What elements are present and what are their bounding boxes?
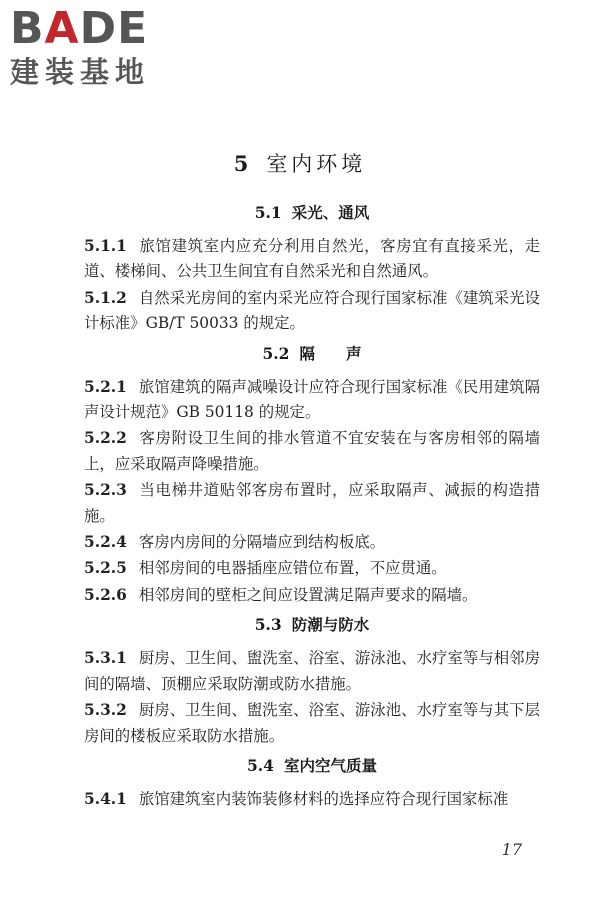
chapter-name: 室内环境 bbox=[266, 152, 367, 176]
section-title bbox=[84, 202, 540, 224]
clause-number: 5.3.1 bbox=[84, 649, 127, 668]
clause-text: 相邻房间的电器插座应错位布置，不应贯通。 bbox=[138, 559, 447, 578]
clause-text: 厨房、卫生间、盥洗室、浴室、游泳池、水疗室等与相邻房间的隔墙、顶棚应采取防潮或防水措施。 bbox=[84, 649, 540, 693]
clause-text: 自然采光房间的室内采光应符合现行国家标准《建筑采光设计标准》GB/T 50033 的规定。 bbox=[84, 288, 540, 333]
logo-wordmark bbox=[10, 3, 172, 54]
clause-number: 5.4.1 bbox=[84, 789, 127, 808]
section-number: 5.1 bbox=[254, 203, 282, 222]
clause-paragraph bbox=[84, 530, 540, 555]
section-name: 防潮与防水 bbox=[291, 616, 370, 635]
clause-text: 客房附设卫生间的排水管道不宜安装在与客房相邻的隔墙上，应采取隔声降噪措施。 bbox=[84, 429, 540, 473]
clause-number: 5.3.2 bbox=[84, 701, 127, 720]
page-number: 17 bbox=[501, 840, 522, 859]
logo-letter-a: A bbox=[44, 3, 80, 54]
clause-paragraph bbox=[84, 556, 540, 581]
section-title bbox=[84, 755, 540, 777]
clause-text: 当电梯井道贴邻客房布置时，应采取隔声、减振的构造措施。 bbox=[84, 481, 540, 525]
clause-number: 5.2.3 bbox=[84, 481, 127, 500]
clause-number: 5.1.1 bbox=[84, 237, 127, 255]
clause-text: 旅馆建筑室内应充分利用自然光，客房宜有直接采光，走道、楼梯间、公共卫生间宜有自然采光和自然通风。 bbox=[84, 237, 540, 281]
section-name: 采光、通风 bbox=[291, 204, 370, 222]
chapter-number: 5 bbox=[233, 151, 253, 176]
section-title bbox=[84, 614, 540, 636]
logo-letters-de: DE bbox=[79, 3, 149, 54]
clause-number: 5.2.6 bbox=[84, 585, 127, 604]
section-number: 5.3 bbox=[254, 615, 282, 635]
section-number: 5.4 bbox=[247, 755, 274, 775]
clause-text: 相邻房间的壁柜之间应设置满足隔声要求的隔墙。 bbox=[138, 585, 478, 604]
clause-paragraph bbox=[84, 583, 540, 608]
clause-paragraph bbox=[84, 426, 540, 477]
clause-text: 旅馆建筑的隔声减噪设计应符合现行国家标准《民用建筑隔声设计规范》GB 50118 的规定。 bbox=[84, 377, 540, 422]
document-body bbox=[84, 196, 540, 813]
section-title bbox=[84, 343, 540, 365]
section-name: 隔 声 bbox=[299, 344, 362, 363]
clause-paragraph bbox=[84, 375, 540, 426]
clause-text: 旅馆建筑室内装饰装修材料的选择应符合现行国家标准 bbox=[138, 789, 509, 808]
section-number: 5.2 bbox=[262, 343, 290, 363]
clause-number: 5.2.2 bbox=[84, 429, 127, 448]
clause-paragraph bbox=[84, 787, 540, 812]
bade-logo bbox=[10, 3, 172, 89]
logo-letter-b: B bbox=[10, 3, 45, 54]
clause-text: 客房内房间的分隔墙应到结构板底。 bbox=[138, 533, 386, 552]
section-name: 室内空气质量 bbox=[283, 756, 377, 775]
clause-text: 厨房、卫生间、盥洗室、浴室、游泳池、水疗室等与其下层房间的楼板应采取防水措施。 bbox=[84, 701, 540, 745]
clause-number: 5.2.5 bbox=[84, 559, 127, 578]
clause-paragraph bbox=[84, 646, 540, 697]
clause-number: 5.2.1 bbox=[84, 377, 127, 396]
clause-number: 5.2.4 bbox=[84, 533, 127, 552]
logo-subtitle: 建装基地 bbox=[10, 55, 151, 89]
clause-paragraph bbox=[84, 286, 540, 337]
clause-paragraph bbox=[84, 478, 540, 529]
clause-paragraph bbox=[84, 698, 540, 749]
clause-number: 5.1.2 bbox=[84, 288, 127, 307]
clause-paragraph bbox=[84, 234, 540, 285]
chapter-title bbox=[0, 148, 600, 178]
